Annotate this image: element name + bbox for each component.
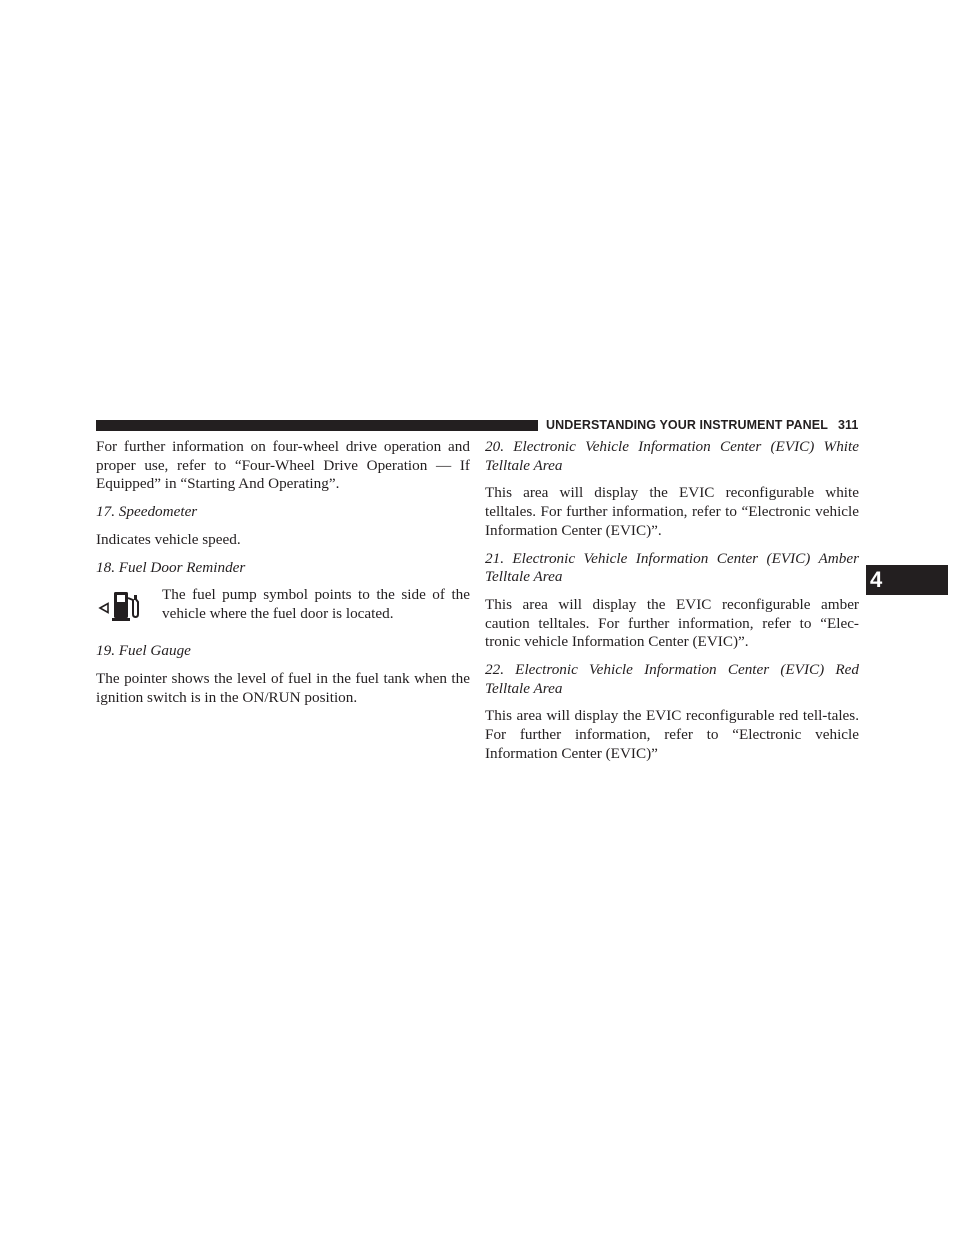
chapter-tab: 4 <box>866 565 948 595</box>
heading-evic-amber-telltale: 21. Electronic Vehicle Information Center (EVIC) Amber Telltale Area <box>485 549 859 586</box>
heading-speedometer: 17. Speedometer <box>96 503 198 521</box>
header-rule <box>96 420 538 431</box>
evic-amber-telltale-description: This area will display the EVIC reconfigurable amber caution telltales. For further information, refer to “Elec-tronic vehicle Information Center (EVIC)”. <box>485 595 859 651</box>
fuel-door-reminder-row <box>96 586 470 642</box>
intro-paragraph: For further information on four-wheel drive operation and proper use, refer to “Four-Wheel Drive Operation — If Equipped” in “Starting And Operating”. <box>96 438 470 493</box>
heading-evic-white-telltale: 20. Electronic Vehicle Information Center (EVIC) White Telltale Area <box>485 438 859 474</box>
heading-fuel-gauge: 19. Fuel Gauge <box>96 642 191 660</box>
heading-fuel-door-reminder: 18. Fuel Door Reminder <box>96 558 246 576</box>
evic-red-telltale-description: This area will display the EVIC reconfigurable red tell-tales. For further information, refer to “Electronic vehicle Information Center (EVIC)” <box>485 707 859 762</box>
fuel-gauge-description: The pointer shows the level of fuel in the fuel tank when the ignition switch is in the ON/RUN position. <box>96 669 470 706</box>
section-title: UNDERSTANDING YOUR INSTRUMENT PANEL <box>546 418 828 432</box>
page-number: 311 <box>837 418 859 432</box>
speedometer-description: Indicates vehicle speed. <box>96 530 241 548</box>
evic-white-telltale-description: This area will display the EVIC reconfigurable white telltales. For further information, refer to “Electronic vehicle Information Center (EVIC)”. <box>485 484 859 539</box>
fuel-pump-icon <box>98 590 144 622</box>
running-header <box>546 417 858 433</box>
right-column <box>485 438 859 764</box>
left-column <box>96 438 470 707</box>
heading-evic-red-telltale: 22. Electronic Vehicle Information Center (EVIC) Red Telltale Area <box>485 661 859 697</box>
fuel-door-reminder-description: The fuel pump symbol points to the side of the vehicle where the fuel door is located. <box>162 586 470 622</box>
